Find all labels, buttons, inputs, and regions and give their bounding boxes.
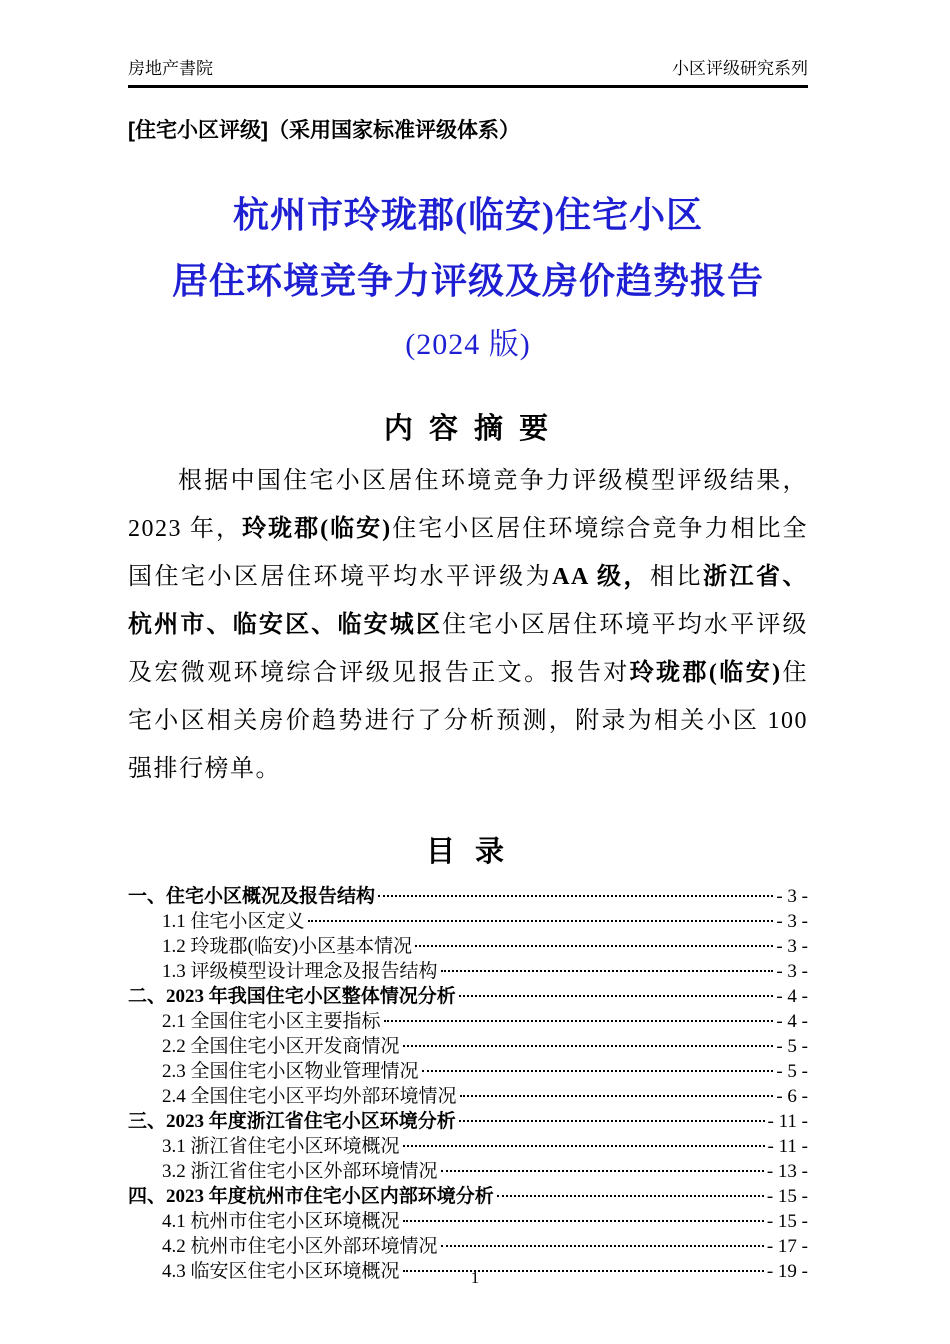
toc-entry[interactable]	[128, 1034, 808, 1059]
toc-entry-label: 2.2 全国住宅小区开发商情况	[162, 1036, 400, 1057]
toc-heading: 目 录	[425, 836, 511, 868]
toc-leader-dots	[308, 920, 774, 922]
toc-entry-label: 4.2 杭州市住宅小区外部环境情况	[162, 1236, 438, 1257]
toc-leader-dots	[403, 1045, 774, 1047]
toc-entry[interactable]	[128, 984, 808, 1009]
toc-entry[interactable]	[128, 1009, 808, 1034]
toc-entry[interactable]	[128, 959, 808, 984]
toc-leader-dots	[441, 1245, 764, 1247]
toc-leader-dots	[441, 970, 774, 972]
toc-entry-page: - 11 -	[767, 1136, 808, 1157]
toc-leader-dots	[422, 1070, 774, 1072]
toc-entry-page: - 15 -	[766, 1186, 808, 1207]
rating-system-note: [住宅小区评级]（采用国家标准评级体系）	[128, 119, 520, 142]
toc-entry[interactable]	[128, 1134, 808, 1159]
toc-entry[interactable]	[128, 909, 808, 934]
summary-segment: 相比	[649, 564, 703, 590]
report-edition: (2024 版)	[405, 328, 531, 361]
toc-leader-dots	[415, 945, 773, 947]
summary-segment: 玲珑郡(临安)	[242, 516, 392, 542]
toc-entry[interactable]	[128, 1159, 808, 1184]
toc-entry-label: 3.1 浙江省住宅小区环境概况	[162, 1136, 400, 1157]
toc-entry-page: - 5 -	[776, 1061, 808, 1082]
running-header	[128, 58, 808, 88]
toc-entry[interactable]	[128, 1084, 808, 1109]
toc-leader-dots	[403, 1220, 764, 1222]
toc-entry-page: - 17 -	[766, 1236, 808, 1257]
toc-entry-page: - 6 -	[776, 1086, 808, 1107]
toc-entry[interactable]	[128, 1234, 808, 1259]
toc-entry-label: 2.3 全国住宅小区物业管理情况	[162, 1061, 419, 1082]
summary-segment: 根据中国住宅小区居住环境竞争力评级模型评级结果，2023 年，	[128, 468, 808, 542]
toc-entry-label: 1.3 评级模型设计理念及报告结构	[162, 961, 438, 982]
toc-entry-page: - 4 -	[776, 986, 808, 1007]
toc-leader-dots	[403, 1145, 765, 1147]
toc-entry[interactable]	[128, 934, 808, 959]
page-number: 1	[470, 1268, 480, 1287]
summary-segment: 浙江省、杭州市、临安区、临安城区	[128, 564, 809, 638]
report-title-line-2: 居住环境竞争力评级及房价趋势报告	[171, 261, 764, 301]
toc-entry-label: 三、2023 年度浙江省住宅小区环境分析	[128, 1111, 456, 1132]
toc-entry-page: - 4 -	[776, 1011, 808, 1032]
summary-heading: 内 容 摘 要	[383, 413, 553, 445]
toc-entry[interactable]	[128, 884, 808, 909]
toc-entry-label: 3.2 浙江省住宅小区外部环境情况	[162, 1161, 438, 1182]
toc-leader-dots	[459, 1120, 765, 1122]
summary-segment: AA 级，	[552, 564, 650, 590]
summary-paragraph	[128, 457, 808, 793]
toc-entry-label: 1.1 住宅小区定义	[162, 911, 305, 932]
toc-leader-dots	[441, 1170, 764, 1172]
toc-leader-dots	[497, 1195, 764, 1197]
toc-entry[interactable]	[128, 1209, 808, 1234]
running-header-right: 小区评级研究系列	[672, 59, 808, 78]
toc-entry[interactable]	[128, 1109, 808, 1134]
toc-entry-label: 4.3 临安区住宅小区环境概况	[162, 1261, 400, 1282]
summary-segment: 玲珑郡(临安)	[629, 660, 782, 686]
running-header-left: 房地产書院	[128, 59, 213, 78]
toc-entry-label: 二、2023 年我国住宅小区整体情况分析	[128, 986, 456, 1007]
toc-entry-page: - 11 -	[767, 1111, 808, 1132]
toc-leader-dots	[378, 895, 773, 897]
toc-entry-page: - 13 -	[766, 1161, 808, 1182]
toc-entry-page: - 19 -	[766, 1261, 808, 1282]
toc-entry-page: - 3 -	[776, 936, 808, 957]
report-title-block	[128, 182, 808, 376]
toc-leader-dots	[384, 1020, 774, 1022]
toc-leader-dots	[460, 1095, 774, 1097]
toc-list	[128, 884, 808, 1284]
toc-entry-label: 一、住宅小区概况及报告结构	[128, 886, 376, 907]
toc-entry-label: 4.1 杭州市住宅小区环境概况	[162, 1211, 400, 1232]
toc-entry-page: - 3 -	[776, 911, 808, 932]
report-title-line-1: 杭州市玲珑郡(临安)住宅小区	[233, 195, 703, 235]
toc-entry[interactable]	[128, 1184, 808, 1209]
summary-segment: 住宅小区居住环境平均水平评级及宏微观环境综合评级见报告正文。报告对	[128, 612, 809, 686]
summary-segment: 住宅小区相关房价趋势进行了分析预测，附录为相关小区 100 强排行榜单。	[128, 660, 809, 782]
toc-entry-page: - 3 -	[776, 886, 808, 907]
toc-entry-page: - 15 -	[766, 1211, 808, 1232]
toc-entry-page: - 3 -	[776, 961, 808, 982]
toc-entry-label: 四、2023 年度杭州市住宅小区内部环境分析	[128, 1186, 494, 1207]
toc-entry-label: 2.4 全国住宅小区平均外部环境情况	[162, 1086, 457, 1107]
toc-entry[interactable]	[128, 1059, 808, 1084]
toc-entry-label: 1.2 玲珑郡(临安)小区基本情况	[162, 936, 413, 957]
toc-leader-dots	[459, 995, 774, 997]
toc-entry-page: - 5 -	[776, 1036, 808, 1057]
toc-entry-label: 2.1 全国住宅小区主要指标	[162, 1011, 381, 1032]
summary-segment: 住宅小区居住环境综合竞争力相比全国住宅小区居住环境平均水平评级为	[128, 516, 809, 590]
